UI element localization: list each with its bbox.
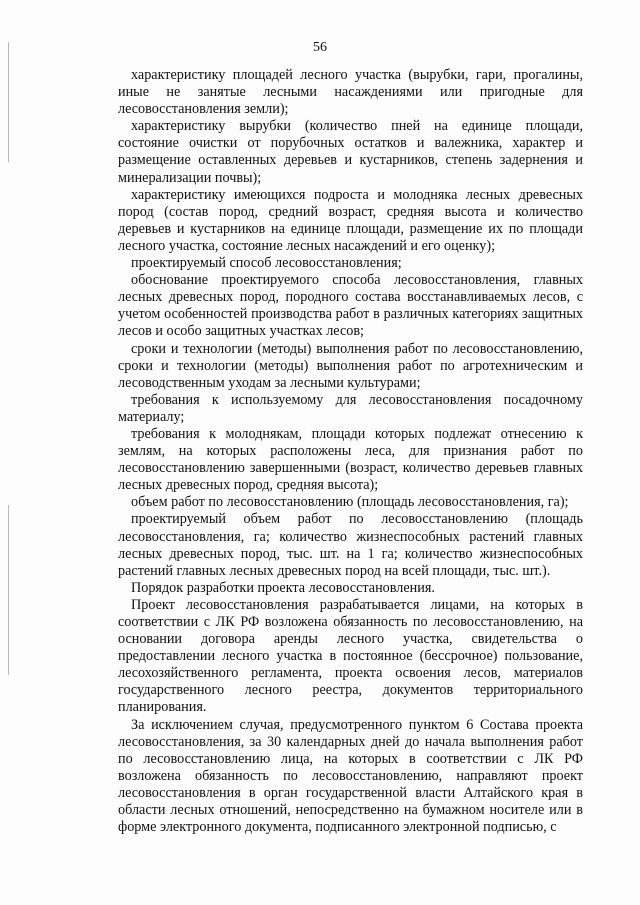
paragraph: требования к используемому для лесовосстановления посадочному материалу; — [118, 391, 583, 425]
paragraph: обоснование проектируемого способа лесовосстановления, главных лесных древесных пород, породного состава восстанавливаемых лесов, с учетом особенностей производства работ в различных категориях защитных лесов и особо защитных участках лесов; — [118, 272, 583, 340]
paragraph: Проект лесовосстановления разрабатывается лицами, на которых в соответствии с ЛК РФ возложена обязанность по лесовосстановлению, на основании договора аренды лесного участка, свидетельства о предоставлении лесного участка в постоянное (бессрочное) пользование, лесохозяйственного регламента, проекта освоения лесов, материалов государственного лесного реестра, документов территориального планирования. — [118, 596, 583, 716]
paragraph: характеристику вырубки (количество пней на единице площади, состояние очистки от порубочных остатков и валежника, характер и размещение оставленных деревьев и кустарников, степень задернения и минерализации почвы); — [118, 118, 583, 186]
scan-margin-line — [8, 42, 9, 162]
paragraph: характеристику площадей лесного участка (вырубки, гари, прогалины, иные не занятые лесными насаждениями или пригодные для лесовосстановления земли); — [118, 67, 583, 118]
paragraph: характеристику имеющихся подроста и молодняка лесных древесных пород (состав пород, средний возраст, средняя высота и количество деревьев и кустарников на единице площади, размещение их по площади лесного участка, состояние лесных насаждений и его оценку); — [118, 186, 583, 254]
paragraph: проектируемый способ лесовосстановления; — [131, 255, 402, 272]
paragraph: объем работ по лесовосстановлению (площадь лесовосстановления, га); — [131, 494, 569, 511]
paragraph: За исключением случая, предусмотренного пунктом 6 Состава проекта лесовосстановления, за 30 календарных дней до начала выполнения работ по лесовосстановлению лица, на которых в соответствии с ЛК РФ возложена обязанность по лесовосстановлению, направляют проект лесовосстановления в орган государственной власти Алтайского края в области лесных отношений, непосредственно на бумажном носителе или в форме электронного документа, подписанного электронной подписью, с — [118, 716, 583, 836]
paragraph: проектируемый объем работ по лесовосстановлению (площадь лесовосстановления, га; количество жизнеспособных растений главных лесных древесных пород, тыс. шт. на 1 га; количество жизнеспособных растений главных лесных древесных пород на всей площади, тыс. шт.). — [118, 511, 583, 579]
paragraph: требования к молоднякам, площади которых подлежат отнесению к землям, на которых расположены леса, для признания работ по лесовосстановлению завершенными (возраст, количество деревьев главных лесных древесных пород, средняя высота); — [118, 425, 583, 494]
document-body — [118, 67, 583, 836]
paragraph: Порядок разработки проекта лесовосстановления. — [131, 579, 435, 596]
paragraph: сроки и технологии (методы) выполнения работ по лесовосстановлению, сроки и технологии (методы) выполнения работ по агротехническим и лесоводственным уходам за лесными культурами; — [118, 340, 583, 391]
page-number: 56 — [313, 40, 327, 55]
scan-margin-line — [8, 505, 9, 675]
